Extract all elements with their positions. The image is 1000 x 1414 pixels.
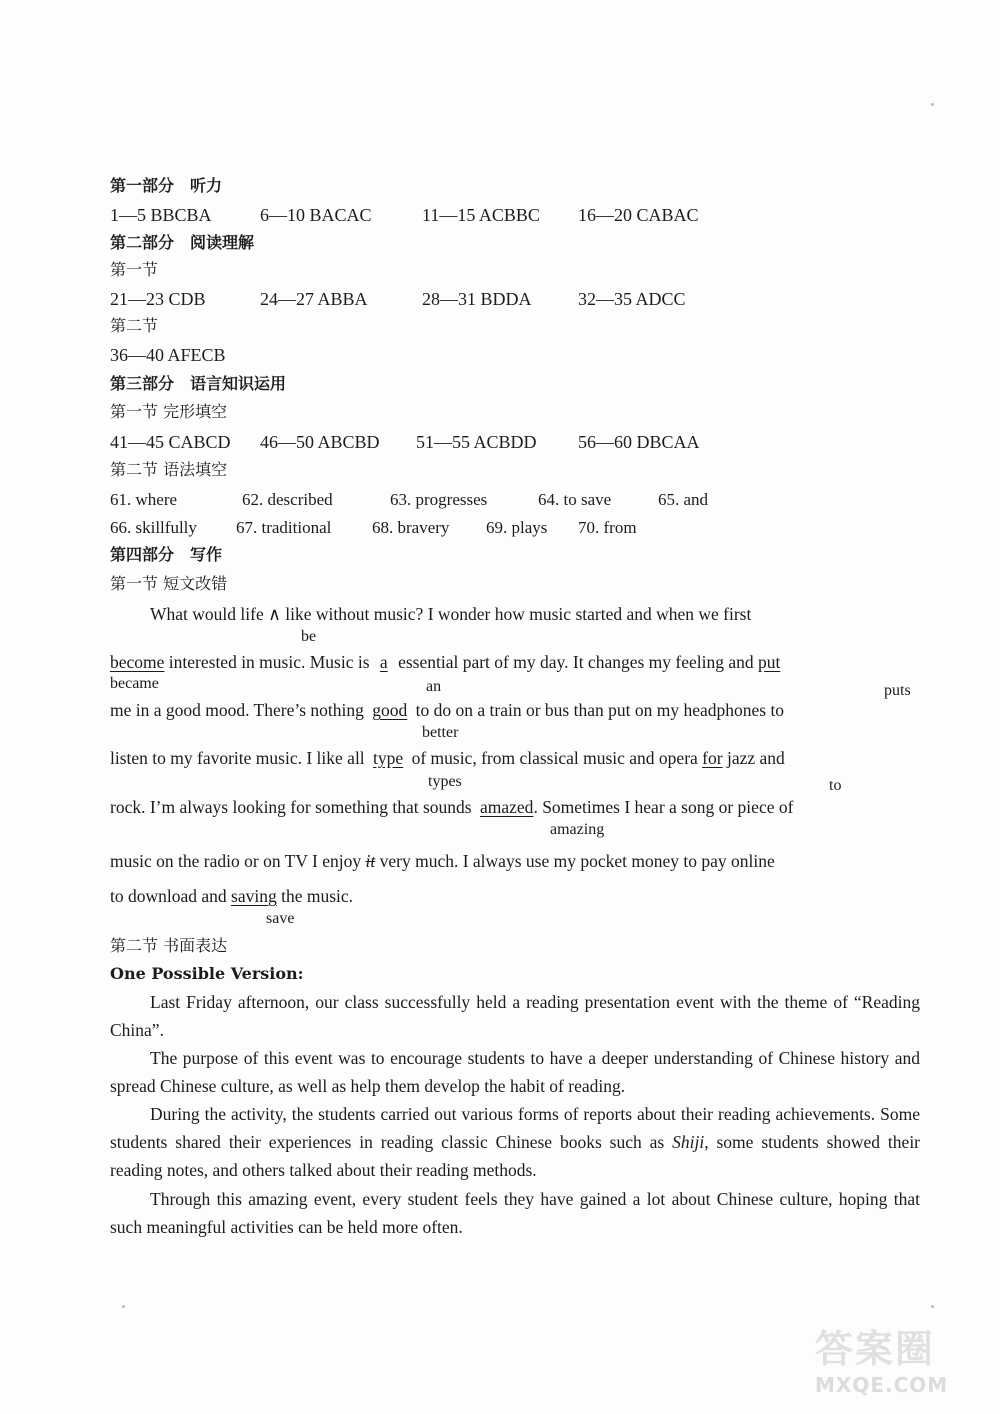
correction-line-7	[110, 884, 920, 908]
correction-better: better	[422, 724, 459, 741]
error-word: put	[758, 652, 781, 672]
passage-text: like without music? I wonder how music started and when we first	[285, 604, 752, 624]
correction-an: an	[426, 678, 442, 695]
answer-group: 46—50 ABCBD	[260, 432, 380, 452]
correction-line-1	[110, 602, 920, 626]
part2-sec2-title: 第二节	[110, 316, 159, 335]
passage-text: . Sometimes I hear a song or piece of	[533, 797, 794, 817]
answer-group: 28—31 BDDA	[422, 289, 532, 309]
part1-title: 第一部分 听力	[110, 176, 223, 195]
part2-sec1-title: 第一节	[110, 260, 159, 279]
answer-group: 11—15 ACBBC	[422, 205, 540, 225]
answer-group: 24—27 ABBA	[260, 289, 368, 309]
error-word: amazed	[480, 797, 534, 817]
answer-group: 68. bravery	[372, 518, 450, 537]
error-word: a	[379, 652, 388, 672]
correction-line-4	[110, 746, 920, 770]
part4-sec2-title: 第二节 书面表达	[110, 936, 228, 955]
answer-group: 61. where	[110, 490, 178, 509]
answer-group: 16—20 CABAC	[578, 205, 699, 225]
correction-puts: puts	[884, 682, 911, 699]
insert-caret: ∧	[268, 604, 281, 624]
answer-group: 65. and	[658, 490, 709, 509]
part1-answers	[110, 203, 699, 227]
passage-text: to do on a train or bus than put on my headphones to	[415, 700, 785, 720]
answer-group: 62. described	[242, 490, 333, 509]
part2-sec2-answers	[110, 343, 226, 367]
deleted-word: it	[365, 851, 376, 871]
grammar-answers-row1	[110, 488, 708, 512]
scan-speck	[931, 103, 934, 106]
essay-paragraph-4: Through this amazing event, every student feels they have gained a lot about Chinese culture, hoping that such meaningful activities can be held more often.	[110, 1189, 920, 1237]
passage-text: jazz and	[726, 748, 785, 768]
answer-group: 67. traditional	[236, 518, 332, 537]
correction-be: be	[301, 628, 317, 645]
error-word: good	[372, 700, 408, 720]
paragraph-text: During the activity, the students carried out various forms of reports about their reading achievements. Some students shared their experiences in reading classic Chinese books such as	[110, 1104, 920, 1152]
part3-sec2-title: 第二节 语法填空	[110, 460, 228, 479]
answer-group: 63. progresses	[390, 490, 488, 509]
part2-title: 第二部分 阅读理解	[110, 233, 255, 252]
answer-group: 70. from	[578, 518, 637, 537]
passage-text: interested in music. Music is	[168, 652, 370, 672]
passage-text: very much. I always use my pocket money to pay online	[379, 851, 775, 871]
correction-save: save	[266, 910, 295, 927]
part2-sec1-answers	[110, 287, 686, 311]
answer-group: 66. skillfully	[110, 518, 197, 537]
answer-group: 6—10 BACAC	[260, 205, 372, 225]
part4-sec1-title: 第一节 短文改错	[110, 574, 228, 593]
answer-group: 36—40 AFECB	[110, 345, 226, 365]
correction-line-3	[110, 698, 920, 722]
version-heading: One Possible Version:	[110, 964, 304, 983]
error-word: become	[110, 652, 165, 672]
part3-sec1-answers	[110, 430, 700, 454]
answer-group: 51—55 ACBDD	[416, 432, 537, 452]
watermark-glyphs: 答案圈	[815, 1327, 936, 1371]
passage-text: music on the radio or on TV I enjoy	[110, 851, 362, 871]
part3-title: 第三部分 语言知识运用	[110, 374, 287, 393]
scan-speck	[122, 1305, 125, 1308]
correction-amazing: amazing	[550, 821, 605, 838]
error-word: saving	[231, 886, 277, 906]
passage-text: of music, from classical music and opera	[411, 748, 698, 768]
passage-text: to download and	[110, 886, 227, 906]
passage-text: What would life	[150, 604, 264, 624]
essay-paragraph-3	[110, 1100, 920, 1184]
scan-speck	[931, 1305, 934, 1308]
passage-text: rock. I’m always looking for something that sounds	[110, 797, 472, 817]
correction-line-2	[110, 650, 920, 674]
watermark-site: MXQE.COM	[815, 1373, 949, 1397]
answer-group: 41—45 CABCD	[110, 432, 231, 452]
passage-text: listen to my favorite music. I like all	[110, 748, 365, 768]
part4-title: 第四部分 写作	[110, 545, 223, 564]
answer-group: 56—60 DBCAA	[578, 432, 700, 452]
passage-text: the music.	[281, 886, 354, 906]
site-watermark	[815, 1318, 975, 1408]
book-title: Shiji	[672, 1132, 705, 1152]
answer-group: 21—23 CDB	[110, 289, 206, 309]
paragraph-text: , some students showed their reading notes, and others talked about their reading methods.	[110, 1132, 921, 1180]
correction-line-6	[110, 849, 920, 873]
passage-text: me in a good mood. There’s nothing	[110, 700, 364, 720]
correction-line-5	[110, 795, 920, 819]
correction-became: became	[110, 675, 159, 692]
answer-group: 64. to save	[538, 490, 612, 509]
part3-sec1-title: 第一节 完形填空	[110, 402, 228, 421]
error-word: type	[373, 748, 404, 768]
correction-to: to	[829, 777, 842, 794]
answer-group: 1—5 BBCBA	[110, 205, 212, 225]
passage-text: essential part of my day. It changes my feeling and	[398, 652, 754, 672]
essay-paragraph-1: Last Friday afternoon, our class successfully held a reading presentation event with the theme of “Reading China”.	[110, 992, 920, 1040]
error-word: for	[702, 748, 723, 768]
answer-group: 69. plays	[486, 518, 548, 537]
answer-group: 32—35 ADCC	[578, 289, 686, 309]
correction-types: types	[428, 773, 462, 790]
grammar-answers-row2	[110, 516, 637, 540]
essay-paragraph-2: The purpose of this event was to encourage students to have a deeper understanding of Chinese history and spread Chinese culture, as well as help them develop the habit of reading.	[110, 1048, 920, 1096]
